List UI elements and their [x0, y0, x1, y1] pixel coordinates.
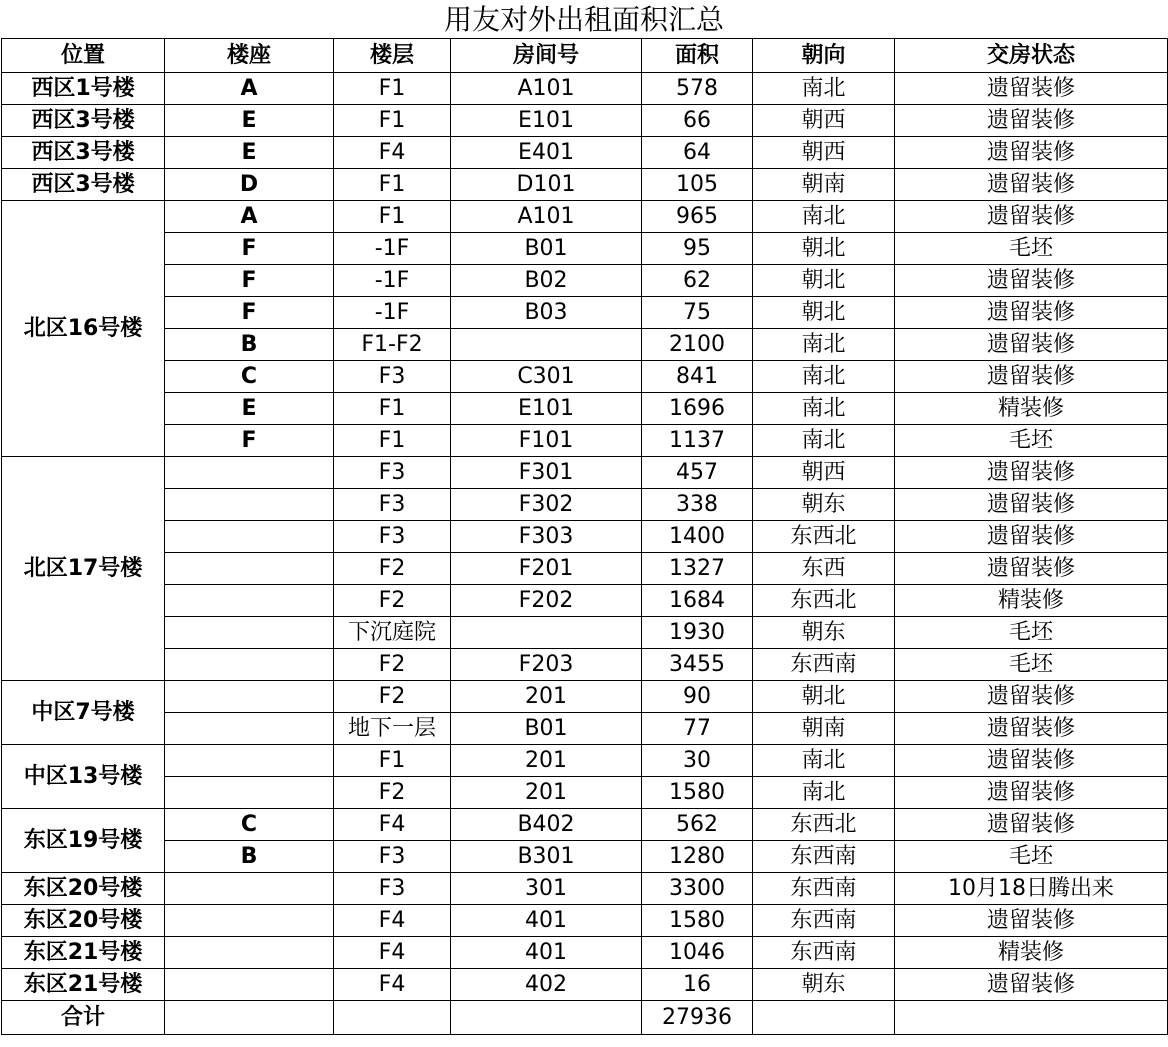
room-cell[interactable]: B402: [451, 809, 642, 841]
area-cell[interactable]: 1327: [642, 553, 753, 585]
table-row: [2, 649, 1168, 681]
room-cell[interactable]: E101: [451, 393, 642, 425]
building-cell[interactable]: E: [165, 137, 334, 169]
status-cell[interactable]: 遗留装修: [895, 265, 1168, 297]
orientation-cell[interactable]: 朝南: [753, 169, 895, 201]
room-cell[interactable]: [451, 617, 642, 649]
table-row: [2, 937, 1168, 969]
room-cell[interactable]: E401: [451, 137, 642, 169]
location-cell[interactable]: 东区21号楼: [2, 937, 165, 969]
building-cell[interactable]: F: [165, 297, 334, 329]
floor-cell[interactable]: F4: [334, 809, 451, 841]
area-cell[interactable]: 457: [642, 457, 753, 489]
room-cell[interactable]: B301: [451, 841, 642, 873]
building-cell[interactable]: [165, 649, 334, 681]
area-cell[interactable]: 965: [642, 201, 753, 233]
status-cell[interactable]: 遗留装修: [895, 905, 1168, 937]
status-cell[interactable]: 遗留装修: [895, 169, 1168, 201]
table-row: [2, 265, 1168, 297]
building-cell[interactable]: C: [165, 809, 334, 841]
floor-cell[interactable]: F1-F2: [334, 329, 451, 361]
table-body: [2, 73, 1168, 1001]
location-cell[interactable]: 中区7号楼: [2, 681, 165, 745]
room-cell[interactable]: D101: [451, 169, 642, 201]
table-row: [2, 873, 1168, 905]
location-cell[interactable]: 北区17号楼: [2, 457, 165, 681]
room-cell[interactable]: F303: [451, 521, 642, 553]
location-cell[interactable]: 中区13号楼: [2, 745, 165, 809]
building-cell[interactable]: [165, 905, 334, 937]
location-cell[interactable]: 东区21号楼: [2, 969, 165, 1001]
building-cell[interactable]: [165, 969, 334, 1001]
area-cell[interactable]: 1400: [642, 521, 753, 553]
table-row: [2, 169, 1168, 201]
area-cell[interactable]: 578: [642, 73, 753, 105]
area-cell[interactable]: 1046: [642, 937, 753, 969]
status-cell[interactable]: 遗留装修: [895, 137, 1168, 169]
room-cell[interactable]: C301: [451, 361, 642, 393]
table-row: [2, 233, 1168, 265]
table-row: [2, 329, 1168, 361]
orientation-cell[interactable]: 朝北: [753, 233, 895, 265]
building-cell[interactable]: A: [165, 73, 334, 105]
orientation-cell[interactable]: 东西北: [753, 521, 895, 553]
room-cell[interactable]: B02: [451, 265, 642, 297]
room-cell[interactable]: [451, 329, 642, 361]
building-cell[interactable]: [165, 521, 334, 553]
table-row: [2, 745, 1168, 777]
orientation-cell[interactable]: 朝东: [753, 617, 895, 649]
status-cell[interactable]: 遗留装修: [895, 809, 1168, 841]
room-cell[interactable]: F201: [451, 553, 642, 585]
table-row: [2, 425, 1168, 457]
status-cell[interactable]: 精装修: [895, 585, 1168, 617]
status-cell[interactable]: 毛坯: [895, 617, 1168, 649]
table-row: [2, 777, 1168, 809]
room-cell[interactable]: E101: [451, 105, 642, 137]
floor-cell[interactable]: F3: [334, 457, 451, 489]
orientation-cell[interactable]: 朝东: [753, 489, 895, 521]
room-cell[interactable]: F202: [451, 585, 642, 617]
orientation-cell[interactable]: 东西北: [753, 809, 895, 841]
table-row: [2, 617, 1168, 649]
room-cell[interactable]: A101: [451, 201, 642, 233]
total-room-cell[interactable]: [451, 1001, 642, 1035]
orientation-cell[interactable]: 朝西: [753, 137, 895, 169]
building-cell[interactable]: F: [165, 265, 334, 297]
building-cell[interactable]: [165, 745, 334, 777]
total-row: [2, 1001, 1168, 1035]
header-room[interactable]: 房间号: [451, 39, 642, 73]
header-row: [2, 39, 1168, 73]
status-cell[interactable]: 遗留装修: [895, 553, 1168, 585]
floor-cell[interactable]: F1: [334, 393, 451, 425]
area-cell[interactable]: 1696: [642, 393, 753, 425]
floor-cell[interactable]: -1F: [334, 265, 451, 297]
area-cell[interactable]: 1280: [642, 841, 753, 873]
orientation-cell[interactable]: 南北: [753, 73, 895, 105]
building-cell[interactable]: [165, 489, 334, 521]
floor-cell[interactable]: F2: [334, 649, 451, 681]
building-cell[interactable]: F: [165, 425, 334, 457]
header-building[interactable]: 楼座: [165, 39, 334, 73]
location-cell[interactable]: 东区20号楼: [2, 873, 165, 905]
orientation-cell[interactable]: 南北: [753, 425, 895, 457]
room-cell[interactable]: F203: [451, 649, 642, 681]
header-status[interactable]: 交房状态: [895, 39, 1168, 73]
floor-cell[interactable]: F3: [334, 361, 451, 393]
orientation-cell[interactable]: 东西南: [753, 649, 895, 681]
room-cell[interactable]: 201: [451, 681, 642, 713]
status-cell[interactable]: 精装修: [895, 937, 1168, 969]
floor-cell[interactable]: F1: [334, 201, 451, 233]
building-cell[interactable]: E: [165, 105, 334, 137]
orientation-cell[interactable]: 朝北: [753, 265, 895, 297]
location-cell[interactable]: 西区1号楼: [2, 73, 165, 105]
building-cell[interactable]: [165, 681, 334, 713]
orientation-cell[interactable]: 东西南: [753, 873, 895, 905]
area-cell[interactable]: 62: [642, 265, 753, 297]
status-cell[interactable]: 遗留装修: [895, 713, 1168, 745]
status-cell[interactable]: 毛坯: [895, 841, 1168, 873]
room-cell[interactable]: 401: [451, 905, 642, 937]
status-cell[interactable]: 遗留装修: [895, 297, 1168, 329]
area-cell[interactable]: 3300: [642, 873, 753, 905]
area-cell[interactable]: 1137: [642, 425, 753, 457]
area-cell[interactable]: 64: [642, 137, 753, 169]
floor-cell[interactable]: -1F: [334, 297, 451, 329]
orientation-cell[interactable]: 东西南: [753, 905, 895, 937]
table-row: [2, 841, 1168, 873]
status-cell[interactable]: 遗留装修: [895, 105, 1168, 137]
status-cell[interactable]: 遗留装修: [895, 489, 1168, 521]
building-cell[interactable]: B: [165, 841, 334, 873]
total-label-cell[interactable]: 合计: [2, 1001, 165, 1035]
table-row: [2, 969, 1168, 1001]
table-row: [2, 201, 1168, 233]
floor-cell[interactable]: -1F: [334, 233, 451, 265]
location-cell[interactable]: 西区3号楼: [2, 169, 165, 201]
floor-cell[interactable]: F2: [334, 585, 451, 617]
floor-cell[interactable]: F1: [334, 745, 451, 777]
area-cell[interactable]: 95: [642, 233, 753, 265]
orientation-cell[interactable]: 东西南: [753, 937, 895, 969]
room-cell[interactable]: 401: [451, 937, 642, 969]
status-cell[interactable]: 遗留装修: [895, 521, 1168, 553]
area-cell[interactable]: 105: [642, 169, 753, 201]
orientation-cell[interactable]: 东西: [753, 553, 895, 585]
floor-cell[interactable]: F3: [334, 873, 451, 905]
floor-cell[interactable]: F3: [334, 841, 451, 873]
header-floor[interactable]: 楼层: [334, 39, 451, 73]
table-row: [2, 905, 1168, 937]
table-row: [2, 105, 1168, 137]
orientation-cell[interactable]: 南北: [753, 329, 895, 361]
orientation-cell[interactable]: 南北: [753, 393, 895, 425]
floor-cell[interactable]: F1: [334, 105, 451, 137]
total-floor-cell[interactable]: [334, 1001, 451, 1035]
orientation-cell[interactable]: 朝南: [753, 713, 895, 745]
status-cell[interactable]: 遗留装修: [895, 73, 1168, 105]
floor-cell[interactable]: F1: [334, 425, 451, 457]
status-cell[interactable]: 遗留装修: [895, 745, 1168, 777]
total-area-cell[interactable]: 27936: [642, 1001, 753, 1035]
building-cell[interactable]: B: [165, 329, 334, 361]
floor-cell[interactable]: F2: [334, 553, 451, 585]
orientation-cell[interactable]: 南北: [753, 777, 895, 809]
table-row: [2, 361, 1168, 393]
building-cell[interactable]: [165, 777, 334, 809]
building-cell[interactable]: [165, 457, 334, 489]
orientation-cell[interactable]: 南北: [753, 201, 895, 233]
area-cell[interactable]: 90: [642, 681, 753, 713]
area-cell[interactable]: 562: [642, 809, 753, 841]
room-cell[interactable]: A101: [451, 73, 642, 105]
room-cell[interactable]: 201: [451, 745, 642, 777]
area-cell[interactable]: 2100: [642, 329, 753, 361]
location-cell[interactable]: 东区20号楼: [2, 905, 165, 937]
floor-cell[interactable]: 下沉庭院: [334, 617, 451, 649]
area-cell[interactable]: 1930: [642, 617, 753, 649]
area-cell[interactable]: 66: [642, 105, 753, 137]
building-cell[interactable]: D: [165, 169, 334, 201]
table-row: [2, 489, 1168, 521]
total-status-cell[interactable]: [895, 1001, 1168, 1035]
building-cell[interactable]: [165, 713, 334, 745]
rental-area-table: [1, 38, 1168, 1035]
floor-cell[interactable]: F1: [334, 73, 451, 105]
header-area[interactable]: 面积: [642, 39, 753, 73]
status-cell[interactable]: 毛坯: [895, 649, 1168, 681]
status-cell[interactable]: 遗留装修: [895, 457, 1168, 489]
table-row: [2, 809, 1168, 841]
header-orientation[interactable]: 朝向: [753, 39, 895, 73]
orientation-cell[interactable]: 东西南: [753, 841, 895, 873]
floor-cell[interactable]: F4: [334, 905, 451, 937]
location-cell[interactable]: 东区19号楼: [2, 809, 165, 873]
room-cell[interactable]: 301: [451, 873, 642, 905]
room-cell[interactable]: B01: [451, 713, 642, 745]
table-row: [2, 681, 1168, 713]
room-cell[interactable]: F302: [451, 489, 642, 521]
status-cell[interactable]: 遗留装修: [895, 201, 1168, 233]
area-cell[interactable]: 1684: [642, 585, 753, 617]
table-row: [2, 297, 1168, 329]
floor-cell[interactable]: F1: [334, 169, 451, 201]
status-cell[interactable]: 毛坯: [895, 233, 1168, 265]
area-cell[interactable]: 1580: [642, 777, 753, 809]
floor-cell[interactable]: F4: [334, 937, 451, 969]
area-cell[interactable]: 3455: [642, 649, 753, 681]
building-cell[interactable]: [165, 937, 334, 969]
floor-cell[interactable]: F3: [334, 521, 451, 553]
building-cell[interactable]: [165, 585, 334, 617]
area-cell[interactable]: 1580: [642, 905, 753, 937]
floor-cell[interactable]: F3: [334, 489, 451, 521]
building-cell[interactable]: [165, 617, 334, 649]
floor-cell[interactable]: F2: [334, 777, 451, 809]
orientation-cell[interactable]: 朝北: [753, 681, 895, 713]
status-cell[interactable]: 遗留装修: [895, 361, 1168, 393]
room-cell[interactable]: F301: [451, 457, 642, 489]
building-cell[interactable]: F: [165, 233, 334, 265]
area-cell[interactable]: 338: [642, 489, 753, 521]
total-orientation-cell[interactable]: [753, 1001, 895, 1035]
status-cell[interactable]: 遗留装修: [895, 969, 1168, 1001]
floor-cell[interactable]: 地下一层: [334, 713, 451, 745]
orientation-cell[interactable]: 朝北: [753, 297, 895, 329]
room-cell[interactable]: 201: [451, 777, 642, 809]
status-cell[interactable]: 遗留装修: [895, 777, 1168, 809]
table-row: [2, 73, 1168, 105]
building-cell[interactable]: A: [165, 201, 334, 233]
orientation-cell[interactable]: 南北: [753, 745, 895, 777]
status-cell[interactable]: 遗留装修: [895, 329, 1168, 361]
orientation-cell[interactable]: 南北: [753, 361, 895, 393]
status-cell[interactable]: 遗留装修: [895, 681, 1168, 713]
area-cell[interactable]: 30: [642, 745, 753, 777]
orientation-cell[interactable]: 朝西: [753, 105, 895, 137]
room-cell[interactable]: 402: [451, 969, 642, 1001]
building-cell[interactable]: E: [165, 393, 334, 425]
total-building-cell[interactable]: [165, 1001, 334, 1035]
floor-cell[interactable]: F4: [334, 969, 451, 1001]
location-cell[interactable]: 西区3号楼: [2, 137, 165, 169]
table-row: [2, 553, 1168, 585]
room-cell[interactable]: B03: [451, 297, 642, 329]
table-row: [2, 393, 1168, 425]
table-row: [2, 713, 1168, 745]
area-cell[interactable]: 841: [642, 361, 753, 393]
area-cell[interactable]: 16: [642, 969, 753, 1001]
table-row: [2, 521, 1168, 553]
location-cell[interactable]: 西区3号楼: [2, 105, 165, 137]
floor-cell[interactable]: F2: [334, 681, 451, 713]
room-cell[interactable]: F101: [451, 425, 642, 457]
building-cell[interactable]: [165, 553, 334, 585]
building-cell[interactable]: [165, 873, 334, 905]
location-cell[interactable]: 北区16号楼: [2, 201, 165, 457]
room-cell[interactable]: B01: [451, 233, 642, 265]
status-cell[interactable]: 精装修: [895, 393, 1168, 425]
status-cell[interactable]: 毛坯: [895, 425, 1168, 457]
area-cell[interactable]: 75: [642, 297, 753, 329]
status-cell[interactable]: 10月18日腾出来: [895, 873, 1168, 905]
sheet-title: 用友对外出租面积汇总: [443, 3, 724, 36]
area-cell[interactable]: 77: [642, 713, 753, 745]
table-row: [2, 137, 1168, 169]
header-location[interactable]: 位置: [2, 39, 165, 73]
floor-cell[interactable]: F4: [334, 137, 451, 169]
orientation-cell[interactable]: 朝西: [753, 457, 895, 489]
building-cell[interactable]: C: [165, 361, 334, 393]
orientation-cell[interactable]: 朝东: [753, 969, 895, 1001]
table-row: [2, 585, 1168, 617]
table-row: [2, 457, 1168, 489]
orientation-cell[interactable]: 东西北: [753, 585, 895, 617]
